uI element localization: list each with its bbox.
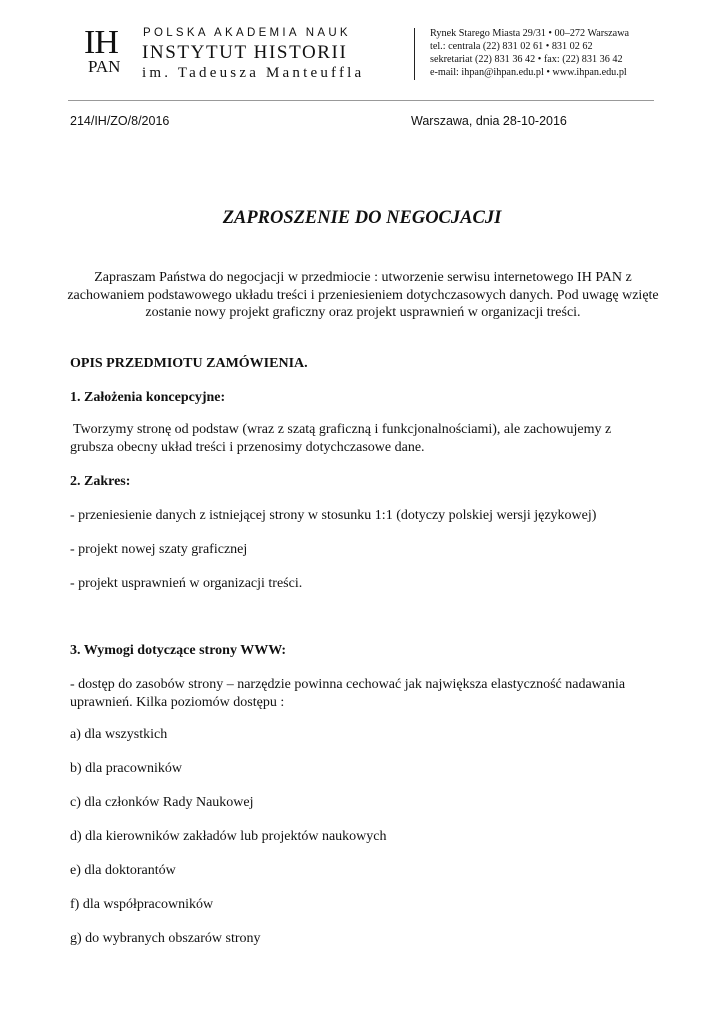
place-date: Warszawa, dnia 28-10-2016: [411, 114, 567, 128]
letterhead-divider: [414, 28, 415, 80]
list-item: - projekt usprawnień w organizacji treści.: [70, 576, 303, 591]
section2-heading: 2. Zakres:: [70, 474, 131, 489]
list-item: f) dla współpracowników: [70, 897, 214, 912]
contact-secretariat: sekretariat (22) 831 36 42 • fax: (22) 831 36 42: [430, 54, 623, 65]
section-heading: OPIS PRZEDMIOTU ZAMÓWIENIA.: [70, 356, 308, 371]
list-item: b) dla pracowników: [70, 761, 182, 776]
reference-number: 214/IH/ZO/8/2016: [70, 114, 170, 128]
list-item: g) do wybranych obszarów strony: [70, 931, 261, 946]
contact-email: e-mail: ihpan@ihpan.edu.pl • www.ihpan.edu.pl: [430, 67, 627, 78]
list-item: a) dla wszystkich: [70, 727, 168, 742]
intro-paragraph: Zapraszam Państwa do negocjacji w przedmiocie : utworzenie serwisu internetowego IH PAN z zachowaniem podstawowego układu treści i przeniesieniem dotychczasowych danych. Pod uwagę wzięte zostanie nowy projekt graficzny oraz projekt usprawnień w organizacji treści.: [67, 270, 659, 320]
contact-address: Rynek Starego Miasta 29/31 • 00–272 Warszawa: [430, 28, 630, 39]
org-institute: INSTYTUT HISTORII: [142, 42, 348, 63]
logo-pan: PAN: [88, 57, 121, 76]
list-item: - projekt nowej szaty graficznej: [70, 542, 248, 557]
list-item: d) dla kierowników zakładów lub projektów naukowych: [70, 829, 387, 844]
section1-heading: 1. Założenia koncepcyjne:: [70, 390, 226, 405]
section1-text: Tworzymy stronę od podstaw (wraz z szatą graficzną i funkcjonalnościami), ale zachowujemy z grubsza obecny układ treści i przenosimy dotychczasowe dane.: [70, 422, 612, 455]
logo-ih: IH: [84, 24, 118, 61]
list-item: e) dla doktorantów: [70, 863, 176, 878]
org-patron: im. Tadeusza Manteuffla: [142, 65, 365, 81]
list-item: c) dla członków Rady Naukowej: [70, 795, 254, 810]
contact-phone: tel.: centrala (22) 831 02 61 • 831 02 62: [430, 41, 593, 52]
document-title: ZAPROSZENIE DO NEGOCJACJI: [222, 208, 502, 228]
header-rule: [68, 100, 654, 101]
section3-heading: 3. Wymogi dotyczące strony WWW:: [70, 643, 287, 658]
org-academy: POLSKA AKADEMIA NAUK: [143, 27, 351, 39]
list-item: - przeniesienie danych z istniejącej strony w stosunku 1:1 (dotyczy polskiej wersji językowej): [70, 508, 597, 523]
section3-text: - dostęp do zasobów strony – narzędzie powinna cechować jak największa elastyczność nadawania uprawnień. Kilka poziomów dostępu :: [70, 677, 626, 710]
